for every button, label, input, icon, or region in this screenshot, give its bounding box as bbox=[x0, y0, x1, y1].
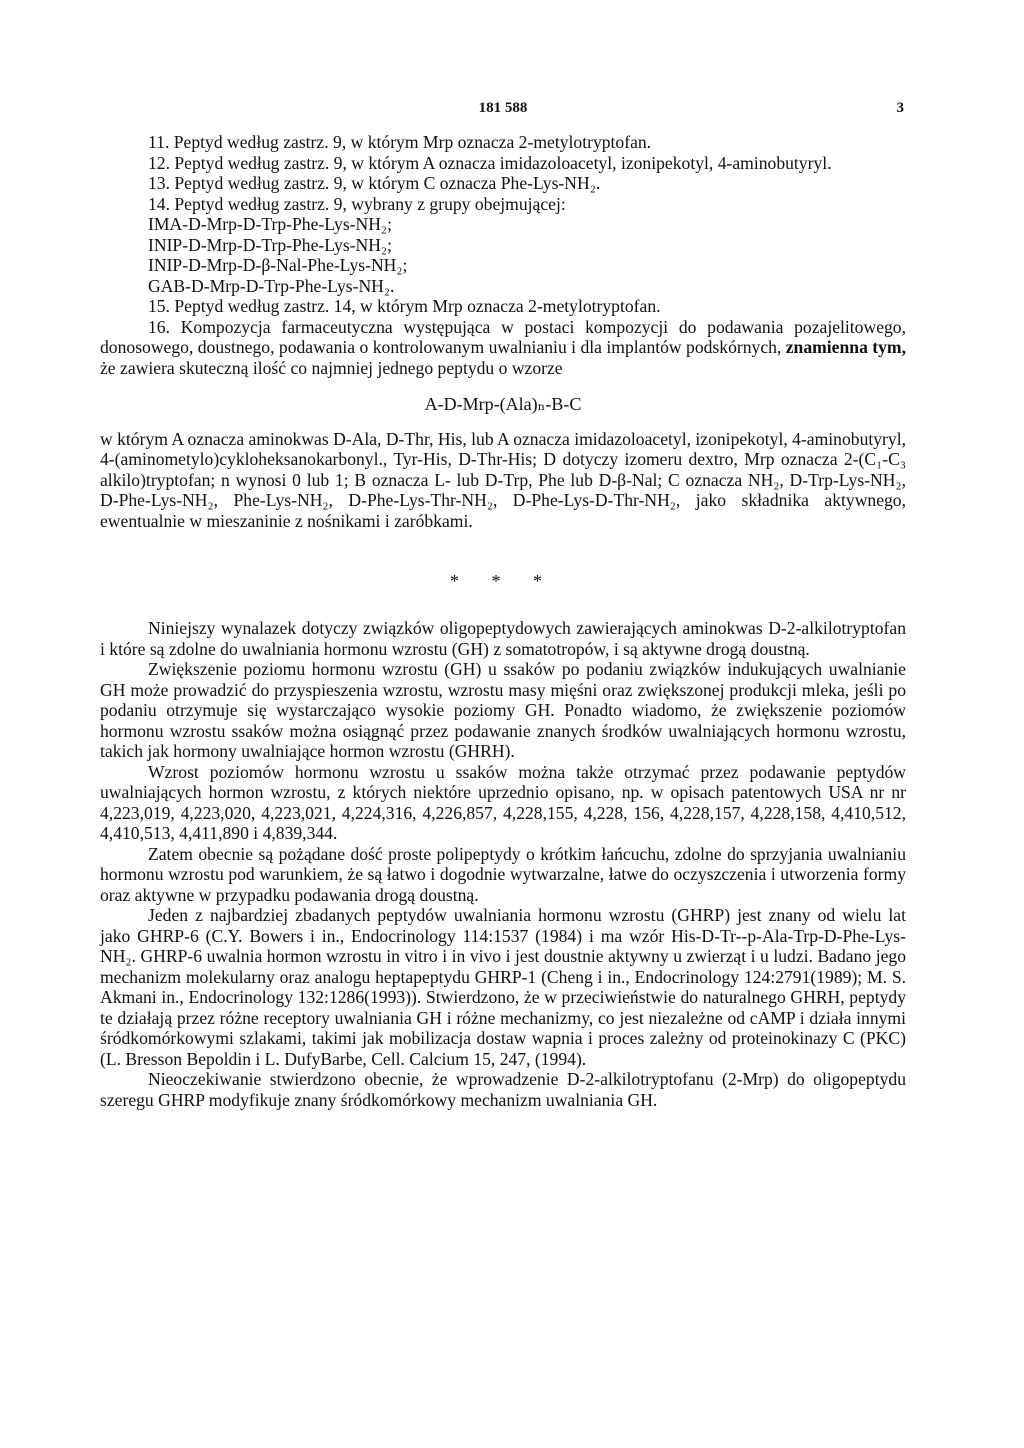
description-section bbox=[100, 618, 906, 1110]
claim-13: 13. Peptyd według zastrz. 9, w którym C oznacza Phe-Lys-NH₂. bbox=[148, 173, 601, 193]
page-number: 3 bbox=[896, 100, 904, 116]
claim-15: 15. Peptyd według zastrz. 14, w którym Mrp oznacza 2-metylotryptofan. bbox=[148, 296, 661, 316]
section-separator: * * * bbox=[450, 571, 556, 591]
description-paragraph: Wzrost poziomów hormonu wzrostu u ssaków można także otrzymać przez podawanie peptydów uwalniających hormon wzrostu, z których niektóre uprzednio opisano, np. w opisach patentowych USA nr nr 4,223,019, 4,223,020, 4,223,021, 4,224,316, 4,226,857, 4,228,155, 4,228, 156, 4,228,157, 4,228,158, 4,410,512, 4,410,513, 4,411,890 i 4,839,344. bbox=[100, 761, 906, 843]
claim-16-characterizing: znamienna tym, bbox=[785, 337, 906, 357]
claim-16-text-end: że zawiera skuteczną ilość co najmniej jednego peptydu o wzorze bbox=[100, 357, 563, 378]
description-paragraph: Zatem obecnie są pożądane dość proste polipeptydy o krótkim łańcuchu, zdolne do sprzyjania uwalnianiu hormonu wzrostu pod warunkiem, że są łatwo i dogodnie wytwarzalne, łatwe do oczyszczenia i utworzenia formy oraz aktywne w przypadku podawania drogą doustną. bbox=[100, 843, 906, 905]
claim-14: 14. Peptyd według zastrz. 9, wybrany z grupy obejmującej: bbox=[148, 193, 566, 214]
description-paragraph: Jeden z najbardziej zbadanych peptydów uwalniania hormonu wzrostu (GHRP) jest znany od wielu lat jako GHRP-6 (C.Y. Bowers i in., Endocrinology 114:1537 (1984) i ma wzór His-D-Tr--p-Ala-Trp-D-Phe-Lys-NH₂. GHRP-6 uwalnia hormon wzrostu in vitro i in vivo i jest doustnie aktywny u zwierząt i u ludzi. Badano jego mechanizm molekularny oraz analogu heptapeptydu GHRP-1 (Cheng i in., Endocrinology 124:2791(1989); M. S. Akmani in., Endocrinology 132:1286(1993)). Stwierdzono, że w przeciwieństwie do naturalnego GHRH, peptydy te działają przez różne receptory uwalniania GH i różne mechanizmy, co jest niezależne od cAMP i działa innymi śródkomórkowymi szlakami, takimi jak mobilizacja dostaw wapnia i proces zależny od proteinokinazy C (PKC) (L. Bresson Bepoldin i L. DufyBarbe, Cell. Calcium 15, 247, (1994). bbox=[100, 905, 906, 1069]
general-formula: A-D-Mrp-(Ala)ₙ-B-C bbox=[424, 394, 582, 414]
claim-14-item: GAB-D-Mrp-D-Trp-Phe-Lys-NH₂. bbox=[148, 275, 395, 296]
claim-14-item: INIP-D-Mrp-D-β-Nal-Phe-Lys-NH₂; bbox=[148, 255, 408, 275]
page-header bbox=[100, 92, 906, 122]
claim-14-item: INIP-D-Mrp-D-Trp-Phe-Lys-NH₂; bbox=[148, 234, 392, 255]
claim-12: 12. Peptyd według zastrz. 9, w którym A oznacza imidazoloacetyl, izonipekotyl, 4-aminobutyryl. bbox=[148, 152, 832, 173]
claims-section bbox=[100, 132, 906, 531]
claim-14-item: IMA-D-Mrp-D-Trp-Phe-Lys-NH₂; bbox=[148, 214, 392, 234]
patent-number: 181 588 bbox=[478, 100, 528, 116]
claim-16 bbox=[100, 317, 906, 379]
description-paragraph: Niniejszy wynalazek dotyczy związków oligopeptydowych zawierających aminokwas D-2-alkilotryptofan i które są zdolne do uwalniania hormonu wzrostu (GH) z somatotropów, i są aktywne drogą doustną. bbox=[100, 618, 906, 659]
description-paragraph: Nieoczekiwanie stwierdzono obecnie, że wprowadzenie D-2-alkilotryptofanu (2-Mrp) do oligopeptydu szeregu GHRP modyfikuje znany śródkomórkowy mechanizm uwalniania GH. bbox=[100, 1069, 906, 1110]
claim-16-text: 16. Kompozycja farmaceutyczna występująca w postaci kompozycji do podawania pozajelitowego, donosowego, doustnego, podawania o kontrolowanym uwalnianiu i dla implantów podskórnych, bbox=[100, 316, 906, 357]
document-page bbox=[100, 92, 906, 1110]
claim-11: 11. Peptyd według zastrz. 9, w którym Mrp oznacza 2-metylotryptofan. bbox=[148, 132, 652, 152]
claim-16-definitions: w którym A oznacza aminokwas D-Ala, D-Thr, His, lub A oznacza imidazoloacetyl, izonipekotyl, 4-aminobutyryl, 4-(aminometylo)cykloheksanokarbonyl., Tyr-His, D-Thr-His; D dotyczy izomeru dextro, Mrp oznacza 2-(C₁-C₃ alkilo)tryptofan; n wynosi 0 lub 1; B oznacza L- lub D-Trp, Phe lub D-β-Nal; C oznacza NH₂, D-Trp-Lys-NH₂, D-Phe-Lys-NH₂, Phe-Lys-NH₂, D-Phe-Lys-Thr-NH₂, D-Phe-Lys-D-Thr-NH₂, jako składnika aktywnego, ewentualnie w mieszaninie z nośnikami i zaróbkami. bbox=[100, 428, 906, 531]
description-paragraph: Zwiększenie poziomu hormonu wzrostu (GH) u ssaków po podaniu związków indukujących uwalnianie GH może prowadzić do przyspieszenia wzrostu, wzrostu masy mięśni oraz zwiększonej produkcji mleka, jeśli po podaniu otrzymuje się wystarczająco wysokie poziomy GH. Ponadto wiadomo, że zwiększenie poziomów hormonu wzrostu ssaków można osiągnąć przez podawanie znanych środków uwalniających hormonu wzrostu, takich jak hormony uwalniające hormon wzrostu (GHRH). bbox=[100, 659, 906, 761]
